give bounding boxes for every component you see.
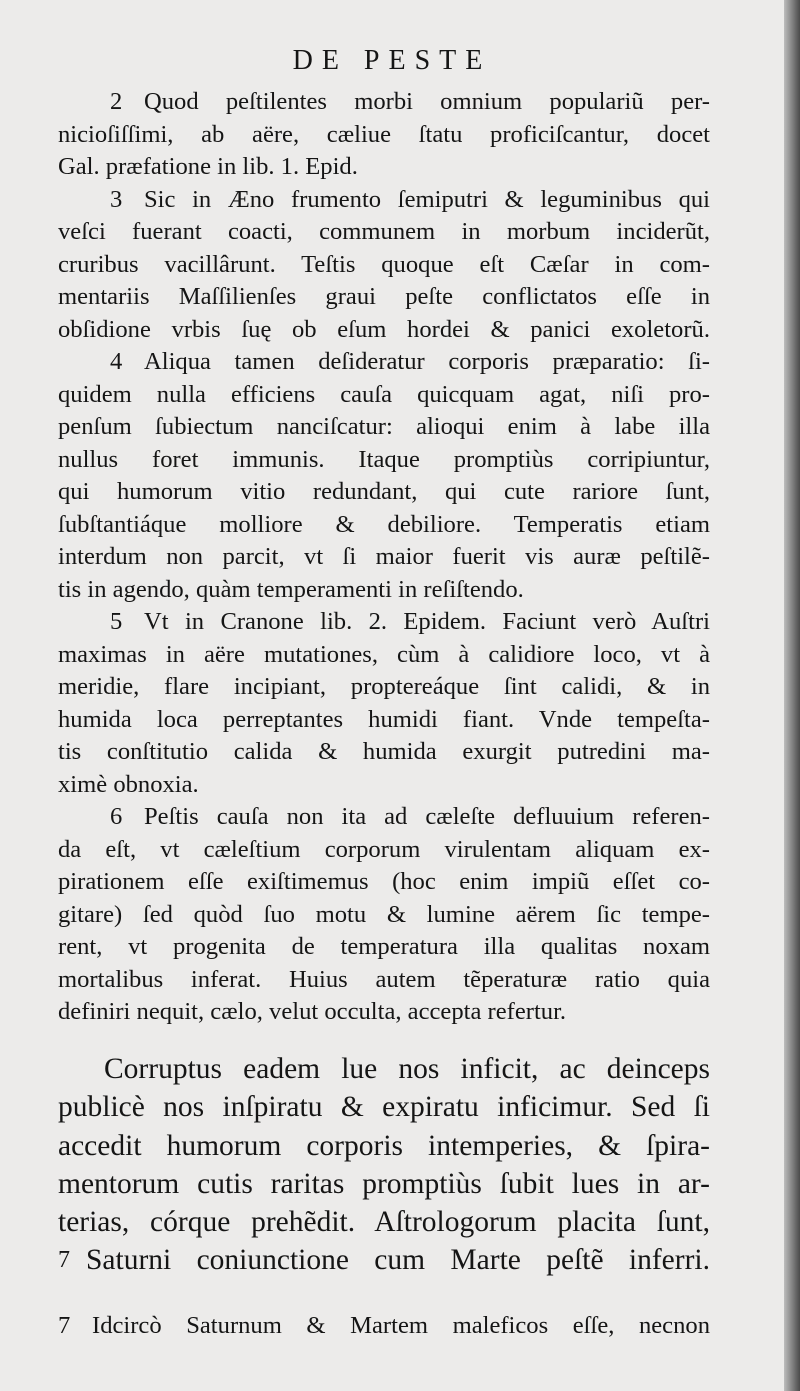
note-line: 3 Sic in Æno frumento ſemiputri & leguminibus qui [58, 184, 710, 217]
note-line: 7 Idcircò Saturnum & Martem maleficos eſſe, necnon [58, 1310, 710, 1343]
catchword-line [58, 1310, 710, 1343]
note-line: Gal. præfatione in lib. 1. Epid. [58, 153, 358, 180]
note-line: 5 Vt in Cranone lib. 2. Epidem. Faciunt verò Auſtri [58, 606, 710, 639]
running-head: DE PESTE [292, 45, 492, 76]
note-line: 2 Quod peſtilentes morbi omnium populariũ per- [58, 86, 710, 119]
note-line: mortalibus inferat. Huius autem tẽperaturæ ratio quia [58, 965, 710, 993]
marginal-notes [58, 86, 710, 1029]
main-text [58, 1050, 710, 1280]
note-line: mentariis Maſſilienſes graui peſte conflictatos eſſe in [58, 283, 710, 310]
note-number: 6 [110, 803, 123, 830]
body-line: accedit humorum corporis intemperies, & ſpira- [58, 1129, 710, 1162]
note-line: definiri nequit, cælo, velut occulta, accepta refertur. [58, 998, 567, 1025]
note-number: 2 [110, 88, 123, 115]
note-line: tis in agendo, quàm temperamenti in reſiſtendo. [58, 575, 524, 603]
body-line: Corruptus eadem lue nos inficit, ac deinceps [104, 1053, 710, 1085]
note-line: obſidione vrbis ſuę ob eſum hordei & panici exoletorũ. [58, 315, 710, 343]
note-line: nicioſiſſimi, ab aëre, cæliue ſtatu proficiſcantur, docet [58, 120, 710, 148]
note-line: pirationem eſſe exiſtimemus (hoc enim impiũ eſſet co- [58, 868, 710, 895]
note-line: maximas in aëre mutationes, cùm à calidiore loco, vt à [58, 640, 710, 668]
note-line: ſubſtantiáque molliore & debiliore. Temperatis etiam [58, 510, 710, 538]
note-line: humida loca perreptantes humidi fiant. Vnde tempeſta- [58, 705, 710, 733]
note-line: 6 Peſtis cauſa non ita ad cæleſte defluuium referen- [58, 801, 710, 834]
note-number: 5 [110, 608, 123, 635]
body-line: Saturni coniunctione cum Marte peſtẽ inferri. [86, 1244, 710, 1277]
page-edge-shadow [784, 0, 800, 1391]
note-line: meridie, flare incipiant, proptereáque ſint calidi, & in [58, 673, 710, 700]
body-line: publicè nos inſpiratu & expiratu inficimur. Sed ſi [58, 1091, 710, 1124]
note-line: da eſt, vt cæleſtium corporum virulentam aliquam ex- [58, 835, 710, 863]
note-line: gitare) ſed quòd ſuo motu & lumine aërem ſic tempe- [58, 900, 710, 928]
note-line: quidem nulla efficiens cauſa quicquam agat, niſi pro- [58, 380, 710, 408]
note-line: interdum non parcit, vt ſi maior fuerit vis auræ peſtilẽ- [58, 543, 710, 570]
note-line: penſum ſubiectum nanciſcatur: alioqui enim à labe illa [58, 413, 710, 440]
note-line: cruribus vacillârunt. Teſtis quoque eſt Cæſar in com- [58, 250, 710, 278]
body-line: mentorum cutis raritas promptiùs ſubit lues in ar- [58, 1167, 710, 1200]
note-number: 7 [58, 1312, 71, 1339]
body-line: terias, córque prehẽdit. Aſtrologorum placita ſunt, [58, 1206, 710, 1239]
note-line: nullus foret immunis. Itaque promptiùs corripiuntur, [58, 445, 710, 473]
note-line: rent, vt progenita de temperatura illa qualitas noxam [58, 933, 710, 960]
note-line: tis conſtitutio calida & humida exurgit putredini ma- [58, 738, 710, 765]
note-line: veſci fuerant coacti, communem in morbum inciderũt, [58, 218, 710, 245]
note-line: qui humorum vitio redundant, qui cute rariore ſunt, [58, 478, 710, 505]
note-number: 4 [110, 348, 123, 375]
note-line: ximè obnoxia. [58, 770, 199, 798]
note-line: 4 Aliqua tamen deſideratur corporis præparatio: ſi- [58, 346, 710, 379]
body-margin-number: 7 [58, 1247, 70, 1273]
note-number: 3 [110, 185, 123, 213]
